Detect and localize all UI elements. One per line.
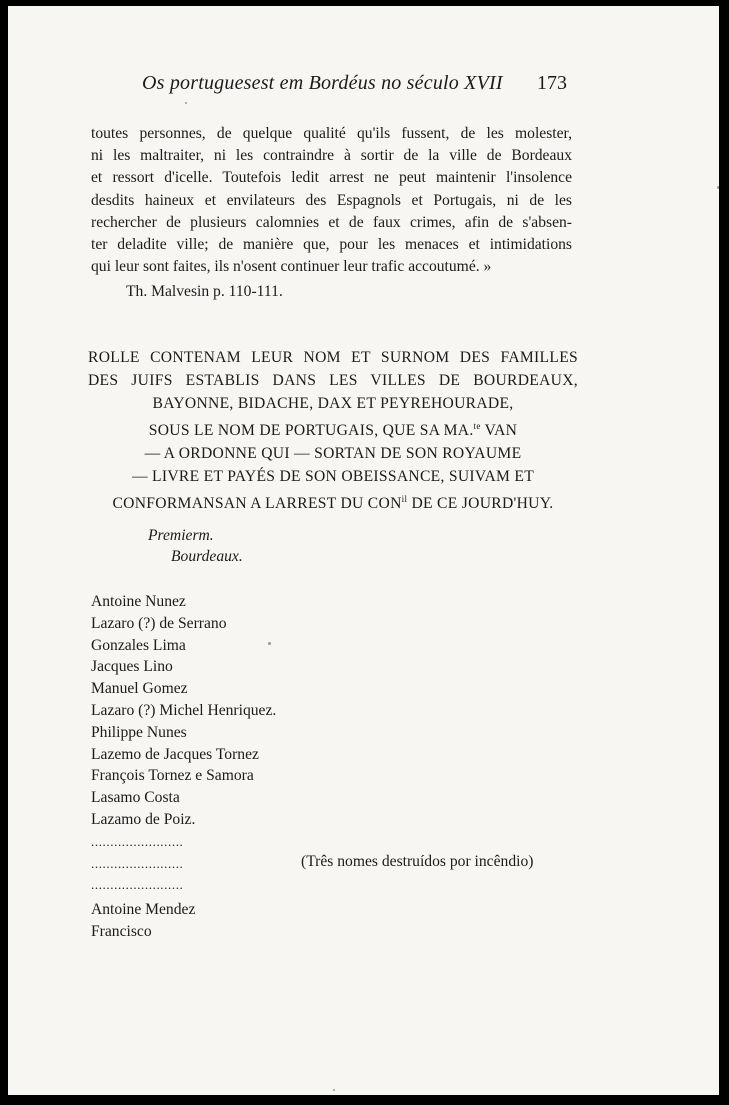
list-item: Francisco bbox=[91, 922, 152, 940]
scan-speck bbox=[268, 642, 271, 645]
list-item: Manuel Gomez bbox=[91, 680, 188, 698]
roll-title-text: VAN bbox=[480, 422, 518, 439]
body-line: ter deladite ville; de manière que, pour les menaces et intimidations bbox=[91, 236, 572, 254]
roll-title-line: ROLLE CONTENAM LEUR NOM ET SURNOM DES FAMILLES bbox=[88, 349, 578, 366]
dotted-leader: ........................ bbox=[91, 833, 184, 849]
roll-title-text: DE CE JOURD'HUY. bbox=[407, 495, 554, 512]
scan-speck bbox=[185, 102, 187, 104]
list-item: Philippe Nunes bbox=[91, 723, 187, 741]
scan-speck bbox=[717, 186, 719, 189]
list-item: Lazaro (?) de Serrano bbox=[91, 614, 227, 632]
citation: Th. Malvesin p. 110-111. bbox=[126, 283, 283, 300]
body-line: ni les maltraiter, ni les contraindre à sortir de la ville de Bordeaux bbox=[91, 147, 572, 165]
list-item: Lazaro (?) Michel Henriquez. bbox=[91, 701, 277, 719]
list-item: Lazamo de Poiz. bbox=[91, 810, 196, 828]
body-line: toutes personnes, de quelque qualité qu'ils fussent, de les molester, bbox=[91, 125, 572, 142]
roll-title-line: BAYONNE, BIDACHE, DAX ET PEYREHOURADE, bbox=[152, 395, 514, 412]
names-list bbox=[91, 591, 311, 896]
scan-speck bbox=[333, 1089, 335, 1091]
body-line: rechercher de plusieurs calomnies et de faux crimes, afin de s'absen- bbox=[91, 213, 572, 231]
body-paragraph bbox=[91, 123, 572, 278]
roll-title-line: — LIVRE ET PAYÉS DE SON OBEISSANCE, SUIVAM ET bbox=[131, 468, 535, 485]
body-line: desdits haineux et envilateurs des Espagnols et Portugais, ni de les bbox=[91, 191, 572, 209]
subheading-premierm: Premierm. bbox=[148, 527, 214, 544]
list-item: François Tornez e Samora bbox=[91, 767, 254, 785]
list-item: Antoine Nunez bbox=[91, 593, 186, 610]
body-line: qui leur sont faites, ils n'osent continuer leur trafic accoutumé. » bbox=[91, 258, 492, 276]
running-head bbox=[8, 72, 719, 100]
roll-title-text: CONFORMANSAN A LARREST DU CON bbox=[112, 495, 402, 512]
list-item: Gonzales Lima bbox=[91, 636, 186, 654]
dotted-leader: ........................ bbox=[91, 855, 184, 871]
body-line: et ressort d'icelle. Toutefois ledit arrest ne peut maintenir l'insolence bbox=[91, 169, 572, 187]
destroyed-names-note: (Três nomes destruídos por incêndio) bbox=[301, 853, 534, 870]
book-page bbox=[8, 6, 719, 1095]
running-head-title: Os portuguesest em Bordéus no século XVII bbox=[142, 72, 503, 94]
roll-title-line bbox=[88, 488, 578, 515]
names-list-continued bbox=[91, 899, 195, 943]
roll-title-text: SOUS LE NOM DE PORTUGAIS, QUE SA MA. bbox=[148, 422, 474, 439]
roll-title-line bbox=[88, 415, 578, 442]
list-item: Lazemo de Jacques Tornez bbox=[91, 745, 259, 763]
roll-title-line: — A ORDONNE QUI — SORTAN DE SON ROYAUME bbox=[144, 445, 522, 462]
superscript: te bbox=[473, 421, 481, 431]
subheading-bourdeaux: Bourdeaux. bbox=[171, 548, 243, 565]
superscript: il bbox=[401, 494, 408, 504]
list-item: Lasamo Costa bbox=[91, 789, 180, 807]
roll-title-line: DES JUIFS ESTABLIS DANS LES VILLES DE BOURDEAUX, bbox=[88, 372, 578, 389]
dotted-leader: ........................ bbox=[91, 877, 184, 893]
list-item: Jacques Lino bbox=[91, 658, 173, 676]
page-number: 173 bbox=[537, 72, 567, 94]
roll-title-block bbox=[88, 346, 578, 515]
list-item: Antoine Mendez bbox=[91, 901, 196, 918]
